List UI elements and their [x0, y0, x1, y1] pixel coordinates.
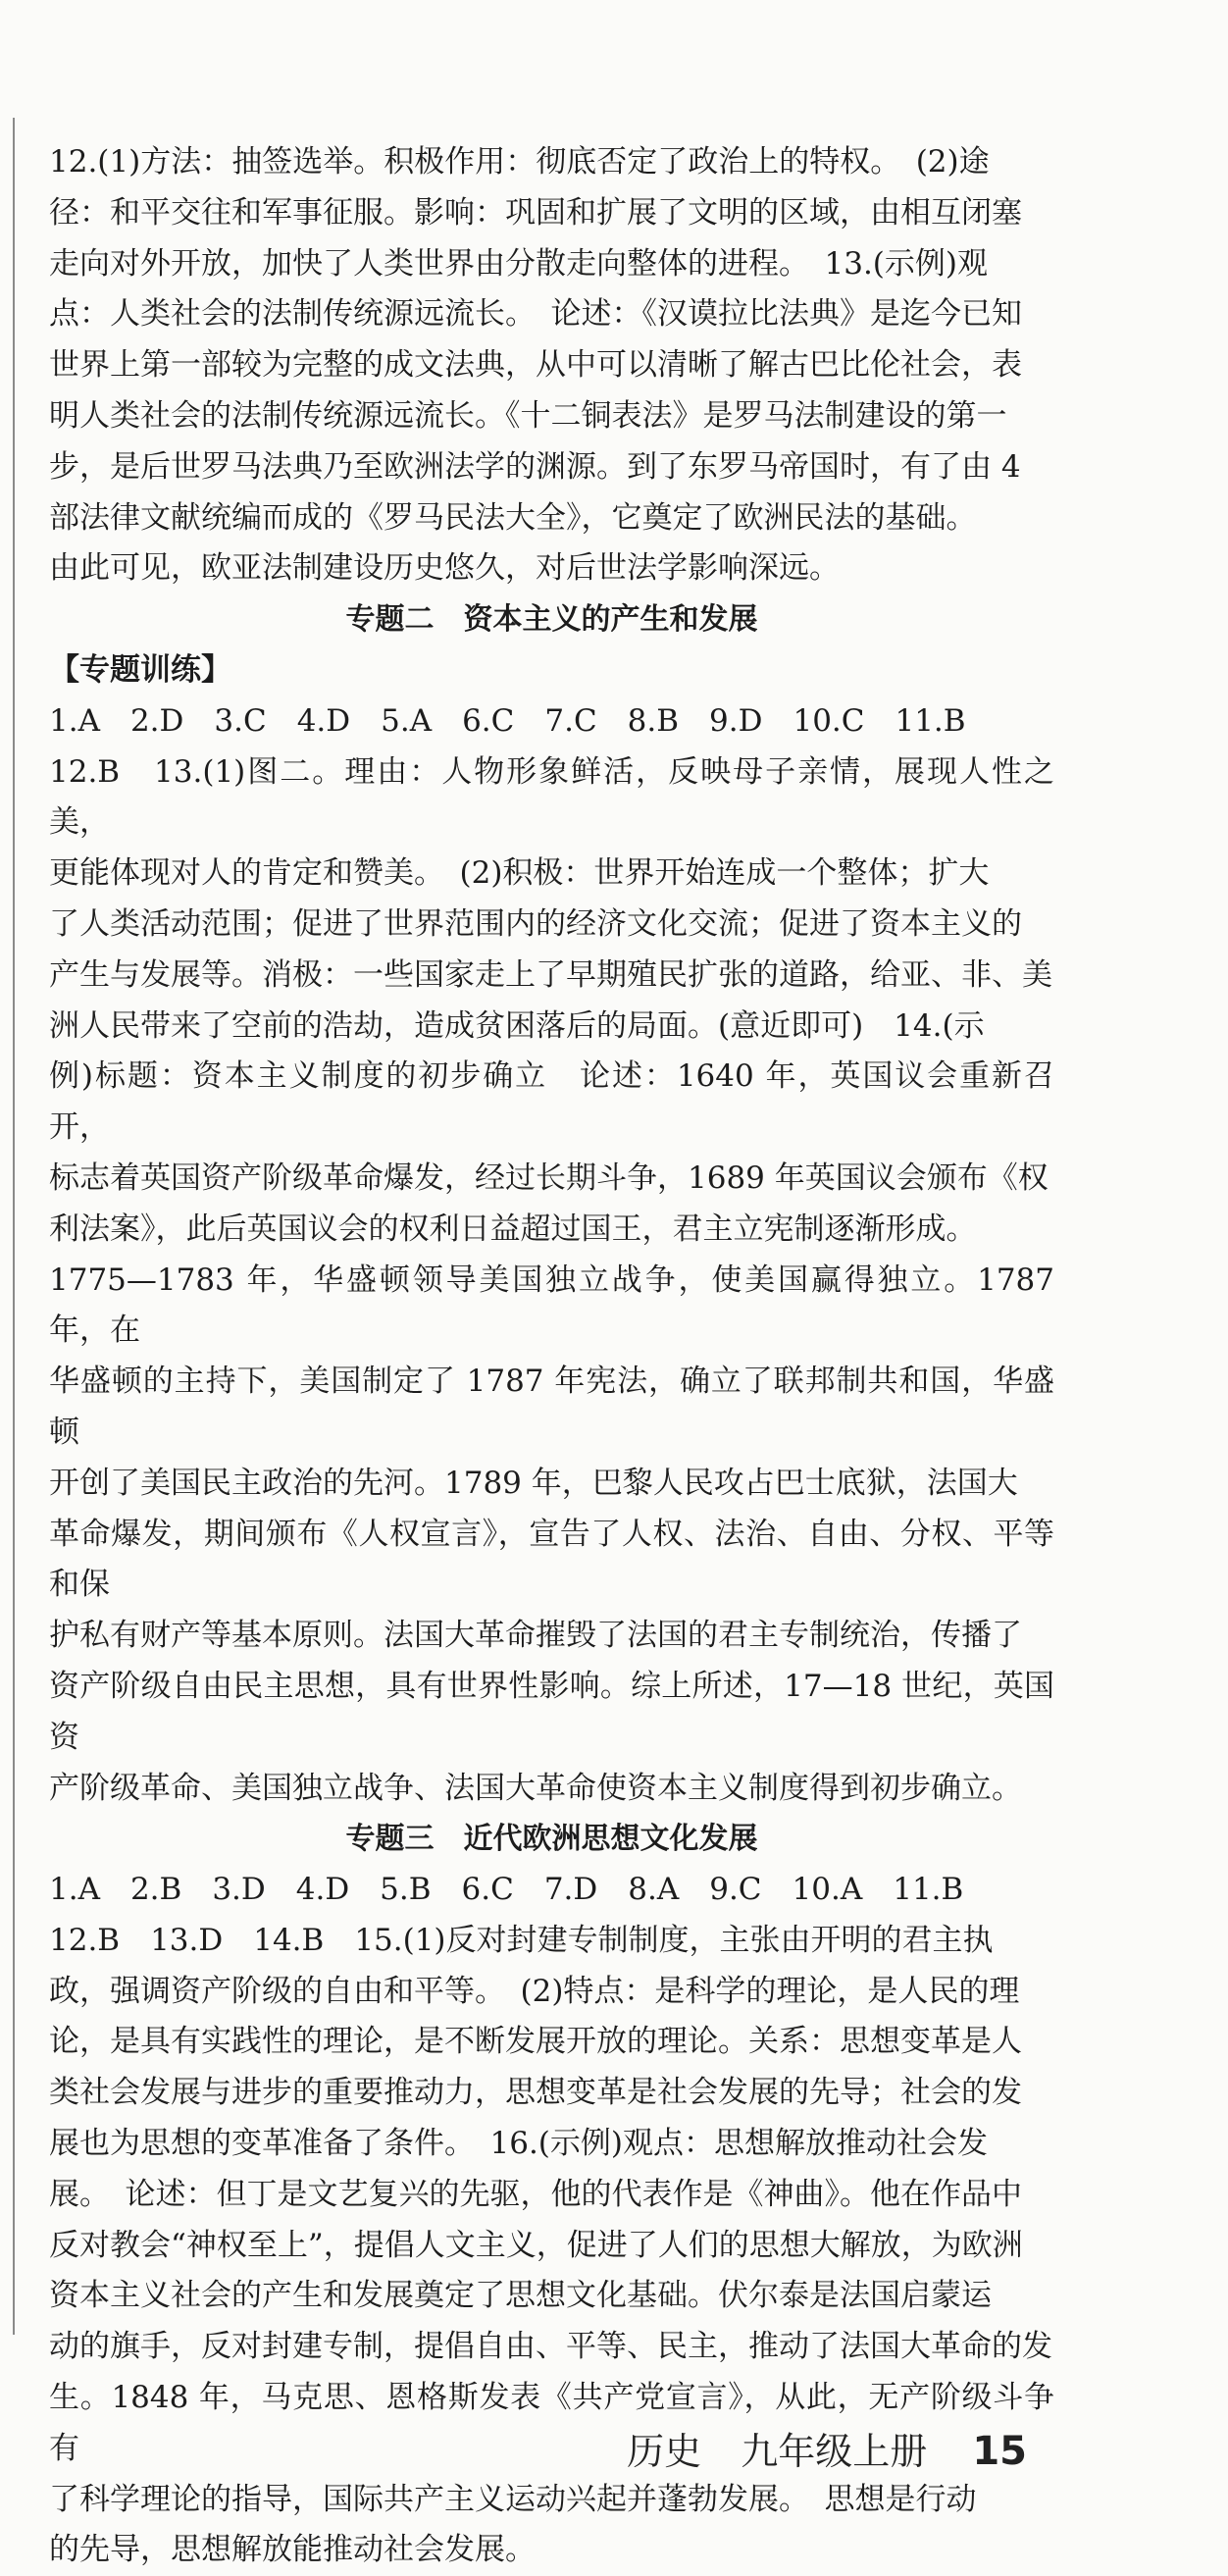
text-line: 产生与发展等。消极：一些国家走上了早期殖民扩张的道路，给亚、非、美	[49, 956, 1052, 993]
text-line: 反对教会“神权至上”，提倡人文主义，促进了人们的思想大解放，为欧洲	[49, 2227, 1023, 2263]
text-line: 12.(1)方法：抽签选举。积极作用：彻底否定了政治上的特权。 (2)途	[49, 144, 990, 180]
text-line: 革命爆发，期间颁布《人权宣言》，宣告了人权、法治、自由、分权、平等和保	[49, 1516, 1054, 1603]
text-line: 走向对外开放，加快了人类世界由分散走向整体的进程。 13.(示例)观	[49, 245, 988, 282]
text-line: 展也为思想的变革准备了条件。 16.(示例)观点：思想解放推动社会发	[49, 2126, 988, 2162]
text-line: 点：人类社会的法制传统源远流长。 论述：《汉谟拉比法典》是迄今已知	[49, 296, 1022, 333]
text-line: 动的旗手，反对封建专制，提倡自由、平等、民主，推动了法国大革命的发	[49, 2329, 1052, 2365]
text-line: 明人类社会的法制传统源远流长。《十二铜表法》是罗马法制建设的第一	[49, 397, 1007, 434]
text-line: 1775—1783 年，华盛顿领导美国独立战争，使美国赢得独立。1787 年，在	[49, 1262, 1054, 1349]
text-line: 标志着英国资产阶级革命爆发，经过长期斗争，1689 年英国议会颁布《权	[49, 1159, 1049, 1196]
page-number: 15	[972, 2429, 1027, 2474]
section-label: 【专题训练】	[49, 651, 231, 688]
text-line: 论，是具有实践性的理论，是不断发展开放的理论。关系：思想变革是人	[49, 2024, 1022, 2060]
text-line: 的先导，思想解放能推动社会发展。	[49, 2532, 536, 2568]
text-line: 径：和平交往和军事征服。影响：巩固和扩展了文明的区域，由相互闭塞	[49, 194, 1022, 231]
margin-rule	[13, 118, 15, 2335]
text-line: 资产阶级自由民主思想，具有世界性影响。综上所述，17—18 世纪，英国资	[49, 1668, 1054, 1755]
text-line: 例)标题：资本主义制度的初步确立 论述：1640 年，英国议会重新召开，	[49, 1058, 1054, 1146]
text-line: 展。 论述：但丁是文艺复兴的先驱，他的代表作是《神曲》。他在作品中	[49, 2176, 1022, 2212]
text-line: 洲人民带来了空前的浩劫，造成贫困落后的局面。(意近即可) 14.(示	[49, 1007, 985, 1044]
text-line: 生。1848 年，马克思、恩格斯发表《共产党宣言》，从此，无产阶级斗争有	[49, 2380, 1054, 2466]
text-line: 部法律文献统编而成的《罗马民法大全》，它奠定了欧洲民法的基础。	[49, 499, 977, 536]
text-line: 步，是后世罗马法典乃至欧洲法学的渊源。到了东罗马帝国时，有了由 4	[49, 448, 1021, 485]
text-line: 产阶级革命、美国独立战争、法国大革命使资本主义制度得到初步确立。	[49, 1770, 1022, 1806]
text-line: 护私有财产等基本原则。法国大革命摧毁了法国的君主专制统治，传播了	[49, 1618, 1022, 1654]
footer-subject: 历史	[627, 2430, 702, 2473]
text-line: 由此可见，欧亚法制建设历史悠久，对后世法学影响深远。	[49, 550, 840, 587]
text-line: 了人类活动范围；促进了世界范围内的经济文化交流；促进了资本主义的	[49, 905, 1022, 942]
text-line: 12.B 13.(1)图二。理由：人物形象鲜活，反映母子亲情，展现人性之美，	[49, 753, 1054, 841]
section-title: 专题三 近代欧洲思想文化发展	[345, 1822, 758, 1857]
text-line: 了科学理论的指导，国际共产主义运动兴起并蓬勃发展。 思想是行动	[49, 2481, 977, 2517]
text-line: 开创了美国民主政治的先河。1789 年，巴黎人民攻占巴士底狱，法国大	[49, 1465, 1018, 1501]
text-line: 更能体现对人的肯定和赞美。 (2)积极：世界开始连成一个整体；扩大	[49, 855, 990, 892]
text-line: 利法案》，此后英国议会的权利日益超过国王，君主立宪制逐渐形成。	[49, 1211, 977, 1247]
section-title: 专题二 资本主义的产生和发展	[345, 602, 758, 638]
answer-content	[49, 137, 1054, 2576]
text-line: 世界上第一部较为完整的成文法典，从中可以清晰了解古巴比伦社会，表	[49, 347, 1022, 384]
footer-grade: 九年级上册	[741, 2430, 928, 2473]
text-line: 华盛顿的主持下，美国制定了 1787 年宪法，确立了联邦制共和国，华盛顿	[49, 1364, 1054, 1450]
text-line: 政，强调资产阶级的自由和平等。 (2)特点：是科学的理论，是人民的理	[49, 1973, 1020, 2009]
text-line: 1.A 2.D 3.C 4.D 5.A 6.C 7.C 8.B 9.D 10.C 11.B	[49, 702, 966, 739]
text-line: 资本主义社会的产生和发展奠定了思想文化基础。伏尔泰是法国启蒙运	[49, 2278, 992, 2314]
text-line: 类社会发展与进步的重要推动力，思想变革是社会发展的先导；社会的发	[49, 2075, 1022, 2111]
text-line: 1.A 2.B 3.D 4.D 5.B 6.C 7.D 8.A 9.C 10.A 11.B	[49, 1872, 964, 1908]
page-footer	[599, 2421, 1027, 2475]
text-line: 12.B 13.D 14.B 15.(1)反对封建专制制度，主张由开明的君主执	[49, 1922, 994, 1958]
